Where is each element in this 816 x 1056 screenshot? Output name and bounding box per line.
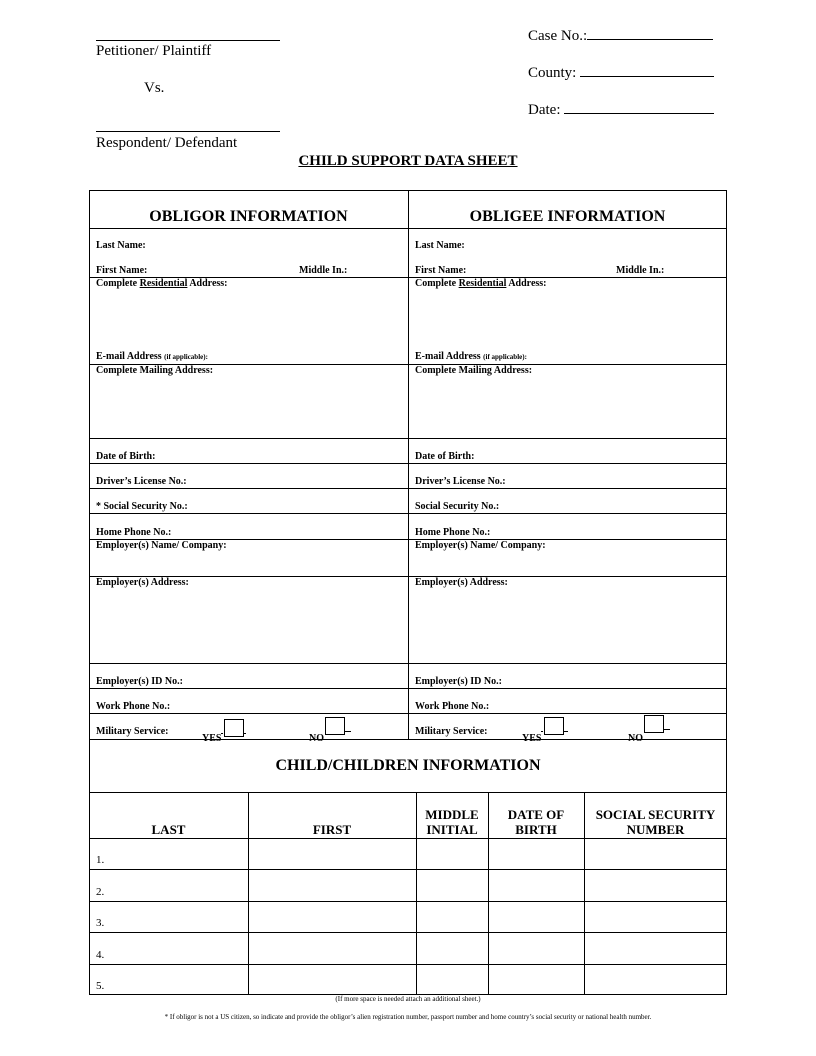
obligee-no-text: NO	[628, 733, 643, 744]
obligor-drivers-license-label[interactable]: Driver’s License No.:	[96, 476, 187, 487]
obligee-heading: OBLIGEE INFORMATION	[469, 208, 666, 225]
obligee-military-label: Military Service:	[415, 726, 488, 737]
obligee-work-phone-label[interactable]: Work Phone No.:	[415, 701, 490, 712]
row-line	[89, 964, 727, 965]
row-line	[89, 901, 727, 902]
obligee-employer-address-label[interactable]: Employer(s) Address:	[415, 577, 508, 588]
vs-label: Vs.	[144, 80, 165, 96]
more-space-note: (If more space is needed attach an additional sheet.)	[335, 995, 481, 1003]
obligee-dob-label[interactable]: Date of Birth:	[415, 451, 475, 462]
obligee-res-underlined: Residential	[458, 278, 507, 289]
obligor-military-yes[interactable]	[202, 719, 246, 744]
obligor-mailing-address-label[interactable]: Complete Mailing Address:	[96, 365, 214, 376]
obligor-no-line	[345, 731, 351, 732]
county-label: County:	[528, 65, 577, 81]
obligee-last-name-label[interactable]: Last Name:	[415, 240, 465, 251]
obligor-res-post: Address:	[187, 278, 228, 289]
table-row[interactable]: 4.	[96, 949, 105, 961]
col-last: LAST	[151, 822, 186, 837]
obligee-yes-checkbox[interactable]	[544, 717, 564, 735]
obligor-middle-initial-label[interactable]: Middle In.:	[299, 265, 348, 276]
obligee-email-label[interactable]	[415, 351, 527, 362]
obligee-yes-line	[541, 731, 543, 732]
obligee-res-post: Address:	[506, 278, 547, 289]
children-heading: CHILD/CHILDREN INFORMATION	[275, 757, 541, 774]
obligor-res-pre: Complete	[96, 278, 140, 289]
col-date-of-birth	[488, 807, 584, 837]
column-divider	[408, 190, 409, 739]
page-title	[0, 153, 816, 170]
date-line[interactable]	[564, 99, 714, 114]
obligee-yes-text: YES	[522, 733, 542, 744]
obligor-last-name-label[interactable]: Last Name:	[96, 240, 146, 251]
row-line	[89, 838, 727, 839]
row-line	[89, 869, 727, 870]
obligor-employer-name-label[interactable]: Employer(s) Name/ Company:	[96, 540, 227, 551]
obligee-no-checkbox[interactable]	[644, 715, 664, 733]
date-field[interactable]	[528, 99, 714, 119]
obligor-dob-label[interactable]: Date of Birth:	[96, 451, 156, 462]
obligee-drivers-license-label[interactable]: Driver’s License No.:	[415, 476, 506, 487]
respondent-signature-line[interactable]	[96, 131, 280, 132]
obligor-military-label: Military Service:	[96, 726, 169, 737]
citizenship-footnote: * If obligor is not a US citizen, so indicate and provide the obligor’s alien registration number, passport number and home country’s social security or national health number.	[164, 1013, 652, 1021]
row-line	[89, 792, 727, 793]
obligor-email-text: E-mail Address	[96, 351, 162, 362]
col-dob-line1: DATE OF	[507, 807, 565, 822]
col-ssn	[584, 807, 727, 837]
obligor-yes-line	[221, 733, 223, 734]
case-no-line[interactable]	[587, 25, 713, 40]
col-middle-initial	[416, 807, 488, 837]
obligor-email-note: (if applicable):	[164, 353, 208, 361]
case-no-label: Case No.:	[528, 28, 588, 44]
county-line[interactable]	[580, 62, 714, 77]
obligor-first-name-label[interactable]: First Name:	[96, 265, 148, 276]
obligor-military-no[interactable]	[309, 717, 351, 744]
col-middle-line1: MIDDLE	[425, 807, 479, 822]
obligor-work-phone-label[interactable]: Work Phone No.:	[96, 701, 171, 712]
obligee-residential-address-label[interactable]	[415, 278, 547, 289]
obligor-home-phone-label[interactable]: Home Phone No.:	[96, 527, 172, 538]
page-title-text: CHILD SUPPORT DATA SHEET	[298, 153, 518, 169]
obligor-employer-address-label[interactable]: Employer(s) Address:	[96, 577, 189, 588]
col-first: FIRST	[312, 822, 352, 837]
obligor-res-underlined: Residential	[139, 278, 188, 289]
row-line	[89, 932, 727, 933]
petitioner-label: Petitioner/ Plaintiff	[96, 43, 212, 59]
obligee-ssn-label[interactable]: Social Security No.:	[415, 501, 500, 512]
row-line	[89, 663, 727, 664]
obligor-yes-text: YES	[202, 733, 222, 744]
obligor-no-text: NO	[309, 733, 324, 744]
obligee-no-line	[664, 729, 670, 730]
obligor-heading: OBLIGOR INFORMATION	[149, 208, 348, 225]
obligee-first-name-label[interactable]: First Name:	[415, 265, 467, 276]
row-line	[89, 228, 727, 229]
obligee-email-note: (if applicable):	[483, 353, 527, 361]
obligee-email-text: E-mail Address	[415, 351, 481, 362]
obligee-mailing-address-label[interactable]: Complete Mailing Address:	[415, 365, 533, 376]
county-field[interactable]	[528, 62, 714, 82]
obligor-yes-line	[244, 733, 246, 734]
respondent-label: Respondent/ Defendant	[96, 135, 238, 151]
row-line	[89, 688, 727, 689]
col-dob-line2: BIRTH	[515, 822, 557, 837]
obligee-military-yes[interactable]	[522, 717, 568, 744]
obligor-email-label[interactable]	[96, 351, 208, 362]
obligee-military-no[interactable]	[628, 715, 670, 744]
row-line	[89, 463, 727, 464]
obligee-middle-initial-label[interactable]: Middle In.:	[616, 265, 665, 276]
col-ssn-line2: NUMBER	[626, 822, 685, 837]
case-no-field[interactable]	[528, 25, 713, 45]
obligee-res-pre: Complete	[415, 278, 459, 289]
table-row[interactable]: 5.	[96, 980, 105, 992]
petitioner-signature-line[interactable]	[96, 40, 280, 41]
obligor-residential-address-label[interactable]	[96, 278, 228, 289]
col-ssn-line1: SOCIAL SECURITY	[595, 807, 716, 822]
obligee-home-phone-label[interactable]: Home Phone No.:	[415, 527, 491, 538]
obligee-yes-line	[564, 731, 568, 732]
table-row[interactable]: 1.	[96, 854, 105, 866]
row-line	[89, 488, 727, 489]
obligor-yes-checkbox[interactable]	[224, 719, 244, 737]
obligor-employer-id-label[interactable]: Employer(s) ID No.:	[96, 676, 183, 687]
obligor-no-checkbox[interactable]	[325, 717, 345, 735]
obligee-employer-id-label[interactable]: Employer(s) ID No.:	[415, 676, 502, 687]
row-line	[89, 713, 727, 714]
table-row[interactable]: 2.	[96, 886, 105, 898]
row-line	[89, 438, 727, 439]
obligee-employer-name-label[interactable]: Employer(s) Name/ Company:	[415, 540, 546, 551]
table-row[interactable]: 3.	[96, 917, 105, 929]
col-middle-line2: INITIAL	[426, 822, 478, 837]
obligor-ssn-label[interactable]: * Social Security No.:	[96, 501, 188, 512]
date-label: Date:	[528, 102, 561, 118]
row-line	[89, 513, 727, 514]
